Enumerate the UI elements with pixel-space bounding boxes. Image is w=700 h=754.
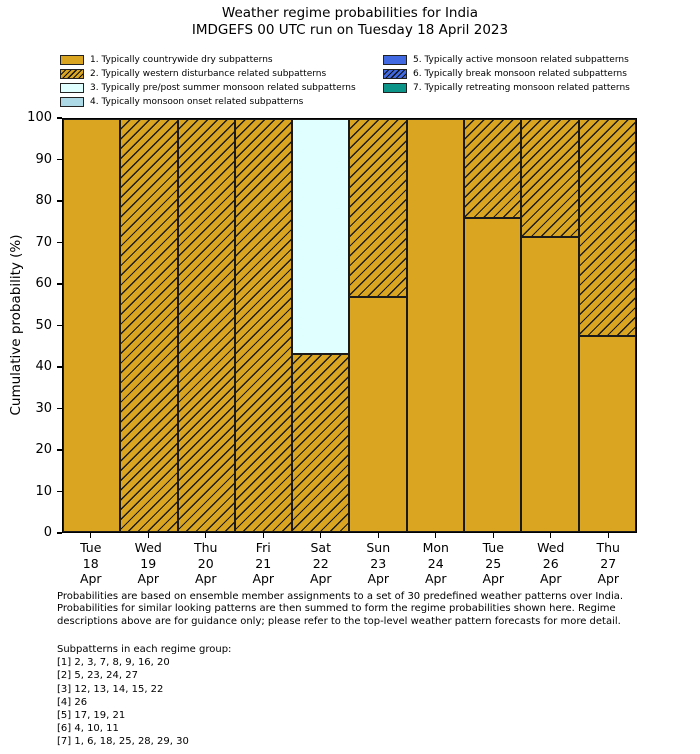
x-tick-label-line: 26 [542,555,559,571]
chart-subtitle: IMDGEFS 00 UTC run on Tuesday 18 April 2023 [191,22,509,38]
bar-segment-regime1 [521,237,578,532]
x-tick-mark [608,533,609,538]
x-tick-label-line: Apr [137,571,160,586]
bar-segment-regime2 [521,119,578,237]
legend-swatch-icon [60,83,84,93]
bar-column [579,119,636,532]
subpatterns-list [57,643,457,749]
x-tick-label [120,540,178,587]
x-tick-label-line: 25 [485,555,502,571]
subpattern-group-line: [2] 5, 23, 24, 27 [57,670,138,682]
bar-column [292,119,349,532]
x-tick-label [235,540,293,587]
x-tick-label [522,540,580,587]
bar-column [464,119,521,532]
x-tick-label-line: Mon [422,540,449,555]
bar-column [120,119,177,532]
bar-column [521,119,578,532]
subpattern-group-line: [6] 4, 10, 11 [57,723,119,735]
bar-segment-regime2 [579,119,636,336]
subpatterns-heading: Subpatterns in each regime group: [57,644,232,655]
y-tick-label: 10 [35,483,52,499]
x-tick-label-line: 27 [600,555,617,571]
x-tick-label [62,540,120,587]
legend-item [383,67,630,81]
x-tick-label-line: 19 [140,555,157,571]
legend-swatch-icon [60,55,84,65]
x-tick-label-line: 24 [427,555,444,571]
y-axis-label: Cumulative probability (%) [8,234,24,416]
x-tick-label-line: Thu [596,540,620,555]
y-tick-label: 90 [35,151,52,167]
x-tick-label [407,540,465,587]
x-tick-mark [550,533,551,538]
x-tick-label-line: Apr [539,571,562,586]
legend-item-label: 1. Typically countrywide dry subpatterns [90,55,273,65]
legend-item-label: 5. Typically active monsoon related subpatterns [413,55,629,65]
x-tick-label-line: 18 [82,555,99,571]
subpattern-group-line: [4] 26 [57,696,88,708]
x-tick-label-line: Wed [134,540,162,555]
legend-swatch-icon [60,69,84,79]
x-tick-mark [320,533,321,538]
bar-column [235,119,292,532]
x-tick-label-line: Thu [194,540,218,555]
x-tick-mark [148,533,149,538]
legend-item-label: 3. Typically pre/post summer monsoon related subpatterns [90,83,356,93]
y-tick-label: 80 [35,193,52,208]
legend-item [60,95,356,109]
footnote-line: Probabilities are based on ensemble member assignments to a set of 30 predefined weather patterns over India. [57,591,624,602]
x-tick-mark [205,533,206,538]
subpattern-group-line: [5] 17, 19, 21 [57,710,126,722]
bar-segment-regime2 [349,119,406,297]
x-tick-label-line: Apr [252,571,275,586]
x-tick-mark [435,533,436,538]
bar-column [63,119,120,532]
x-tick-label-line: Apr [482,571,505,586]
y-tick-label: 40 [35,359,52,374]
x-tick-label-line: Sat [310,540,331,555]
x-tick-label-line: Apr [309,571,332,586]
y-tick-label: 0 [43,525,52,540]
x-tick-label-line: Wed [537,540,565,555]
x-tick-label-line: Apr [367,571,390,586]
bar-segment-regime2 [120,119,177,532]
legend-item [60,53,356,67]
legend-item [60,67,356,81]
legend-swatch-icon [60,97,84,107]
y-tick-label: 20 [35,442,52,457]
y-tick-label: 60 [35,276,52,291]
legend-item-label: 2. Typically western disturbance related subpatterns [90,69,327,79]
x-tick-label-line: Fri [255,540,271,555]
subpattern-group-line: [1] 2, 3, 7, 8, 9, 16, 20 [57,657,170,669]
bars-container [63,119,636,532]
bar-segment-regime2 [464,119,521,218]
x-tick-label-line: 23 [370,555,387,571]
bar-segment-regime1 [407,119,464,532]
bar-segment-regime2 [235,119,292,532]
legend-item-label: 4. Typically monsoon onset related subpatterns [90,97,304,107]
x-tick-label-line: 21 [255,555,272,571]
y-tick-label: 50 [35,317,52,333]
chart-plot-area [62,118,637,533]
x-tick-label-line: Apr [424,571,447,586]
x-tick-mark [493,533,494,538]
legend-item-label: 6. Typically break monsoon related subpatterns [413,69,627,79]
x-tick-mark [263,533,264,538]
y-tick-label: 100 [27,110,52,125]
subpattern-group-line: [7] 1, 6, 18, 25, 28, 29, 30 [57,736,189,748]
x-tick-label [465,540,523,587]
legend-item [60,81,356,95]
legend-item [383,53,630,67]
legend-item-label: 7. Typically retreating monsoon related patterns [413,83,630,93]
legend-item [383,81,630,95]
x-tick-label-line: 20 [197,555,214,571]
bar-column [349,119,406,532]
x-tick-label-line: Apr [194,571,217,586]
x-tick-label [292,540,350,587]
x-tick-label [580,540,638,587]
bar-segment-regime1 [349,297,406,532]
bar-segment-regime2 [178,119,235,532]
x-tick-label-line: Tue [80,540,102,555]
bar-column [178,119,235,532]
legend-swatch-icon [383,55,407,65]
x-tick-label [350,540,408,587]
x-tick-mark [378,533,379,538]
y-tick-label: 30 [35,400,52,416]
footnote-text [57,591,667,628]
footnote-line: Probabilities for similar looking patterns are then summed to form the regime probabilities shown here. Regime [57,603,616,615]
x-tick-label-line: Apr [79,571,102,586]
bar-segment-regime1 [63,119,120,532]
bar-segment-regime1 [464,218,521,532]
legend-swatch-icon [383,69,407,79]
x-tick-label [177,540,235,587]
legend-column-left [60,53,356,109]
y-tick-label: 70 [35,234,52,250]
x-tick-mark [90,533,91,538]
bar-segment-regime1 [579,336,636,532]
chart-title: Weather regime probabilities for India [221,5,479,21]
x-tick-label-line: Sun [366,540,391,555]
bar-segment-regime2 [292,354,349,532]
legend-swatch-icon [383,83,407,93]
x-tick-label-line: Apr [597,571,620,586]
bar-column [407,119,464,532]
x-tick-label-line: Tue [482,540,504,555]
x-axis [62,533,637,595]
footnote-line: descriptions above are for guidance only; please refer to the top-level weather pattern forecasts for more detail. [57,615,621,627]
legend-column-right [383,53,630,95]
x-tick-label-line: 22 [312,555,329,571]
subpattern-group-line: [3] 12, 13, 14, 15, 22 [57,683,164,695]
bar-segment-regime3 [292,119,349,354]
